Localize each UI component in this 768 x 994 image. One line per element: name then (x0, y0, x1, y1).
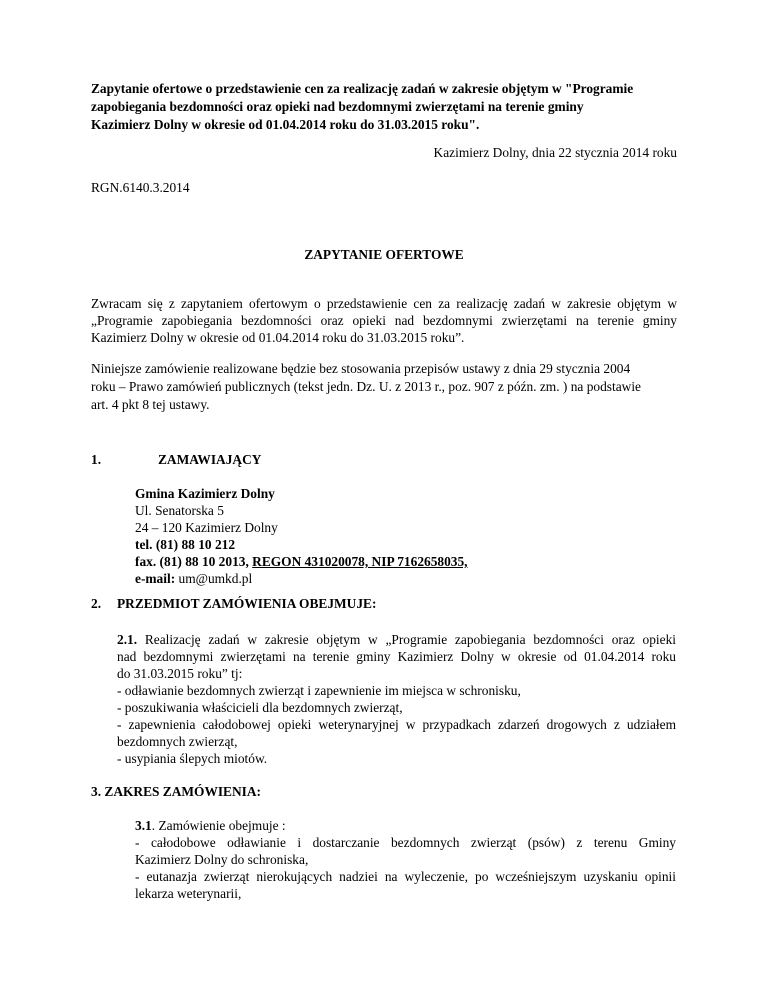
org-fax: fax. (81) 88 10 2013, (135, 554, 253, 569)
org-ids: REGON 431020078, NIP 7162658035, (252, 554, 468, 569)
section3-line-4: lekarza weterynarii, (135, 886, 242, 901)
section2-bullet-4: - usypiania ślepych miotów. (117, 751, 268, 766)
place-date: Kazimierz Dolny, dnia 22 stycznia 2014 roku (433, 145, 677, 160)
section3-line-3: - eutanazja zwierząt nierokujących nadziei na wyleczenie, po wcześniejszym uzyskaniu opinii (135, 869, 676, 884)
section3-sub-text: . Zamówienie obejmuje : (151, 818, 286, 833)
email-value: um@umkd.pl (175, 571, 253, 586)
org-city: 24 – 120 Kazimierz Dolny (135, 520, 278, 535)
section2-bullet-3: - zapewnienia całodobowej opieki weterynaryjnej w przypadkach zdarzeń drogowych z udziałem (117, 717, 676, 732)
section2-sub-text-1: Realizację zadań w zakresie objętym w „Programie zapobiegania bezdomności oraz opieki (137, 632, 676, 647)
org-email-line (135, 571, 252, 587)
section2-bullet-1: - odławianie bezdomnych zwierząt i zapewnienie im miejsca w schronisku, (117, 683, 521, 698)
intro-para2-line-3: art. 4 pkt 8 tej ustawy. (91, 397, 210, 412)
section2-sub-line-3: do 31.03.2015 roku” tj: (117, 666, 243, 681)
section2-sub-number: 2.1. (117, 632, 138, 647)
intro-para1-line-3: Kazimierz Dolny w okresie od 01.04.2014 roku do 31.03.2015 roku”. (91, 330, 465, 345)
section3-sub-line (135, 818, 286, 834)
section1-heading: ZAMAWIAJĄCY (158, 452, 262, 467)
section1-number: 1. (91, 452, 102, 467)
reference-number: RGN.6140.3.2014 (91, 180, 190, 195)
header-title-line-2: zapobiegania bezdomności oraz opieki nad bezdomnymi zwierzętami na terenie gminy (91, 99, 584, 114)
section2-sub-line-2: nad bezdomnymi zwierzętami na terenie gminy Kazimierz Dolny w okresie od 01.04.2014 roku (117, 649, 676, 664)
intro-para2-line-1: Niniejsze zamówienie realizowane będzie bez stosowania przepisów ustawy z dnia 29 stycznia 2004 (91, 361, 631, 376)
document-title: ZAPYTANIE OFERTOWE (304, 247, 464, 262)
intro-para1-line-2: „Programie zapobiegania bezdomności oraz opieki nad bezdomnymi zwierzętami na terenie gminy (91, 313, 677, 328)
org-tel: tel. (81) 88 10 212 (135, 537, 236, 552)
org-street: Ul. Senatorska 5 (135, 503, 224, 518)
org-name: Gmina Kazimierz Dolny (135, 486, 275, 501)
intro-para1-line-1: Zwracam się z zapytaniem ofertowym o przedstawienie cen za realizację zadań w zakresie objętym w (91, 296, 677, 311)
section3-line-1: - całodobowe odławianie i dostarczanie bezdomnych zwierząt (psów) z terenu Gminy (135, 835, 676, 850)
email-label: e-mail: (135, 571, 176, 586)
header-title-line-3: Kazimierz Dolny w okresie od 01.04.2014 roku do 31.03.2015 roku". (91, 117, 480, 132)
section2-sub-line-1 (117, 632, 676, 648)
section2-heading: PRZEDMIOT ZAMÓWIENIA OBEJMUJE: (117, 596, 377, 611)
section3-line-2: Kazimierz Dolny do schroniska, (135, 852, 309, 867)
section2-bullet-3-cont: bezdomnych zwierząt, (117, 734, 238, 749)
section2-bullet-2: - poszukiwania właścicieli dla bezdomnych zwierząt, (117, 700, 403, 715)
header-title-line-1: Zapytanie ofertowe o przedstawienie cen za realizację zadań w zakresie objętym w "Programie (91, 81, 634, 96)
section3-sub-number: 3.1 (135, 818, 152, 833)
section2-number: 2. (91, 596, 102, 611)
section3-heading: 3. ZAKRES ZAMÓWIENIA: (91, 784, 262, 799)
org-fax-line (135, 554, 468, 570)
intro-para2-line-2: roku – Prawo zamówień publicznych (tekst jedn. Dz. U. z 2013 r., poz. 907 z późn. zm. ) na podstawie (91, 379, 641, 394)
